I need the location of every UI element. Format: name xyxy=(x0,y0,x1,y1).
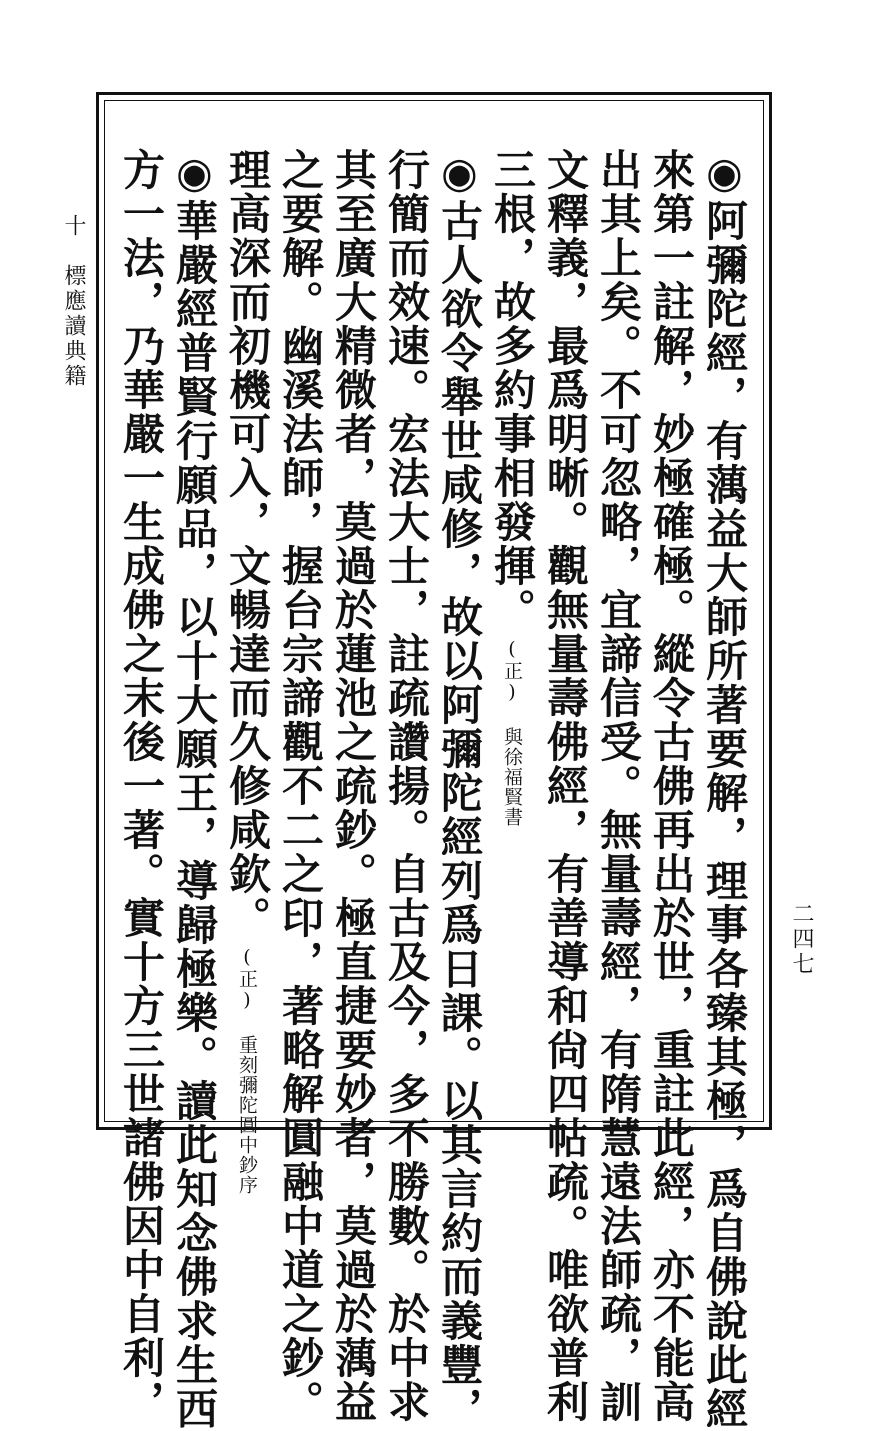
text-column-10 xyxy=(223,148,272,1195)
text-column-2 xyxy=(647,148,696,1424)
column-text: 理高深而初機可入，文暢達而久修咸欽。 xyxy=(223,148,272,940)
source-note: (正) 重刻彌陀圓中鈔序 xyxy=(236,946,258,1195)
column-text: 三根，故多約事相發揮。 xyxy=(488,148,537,632)
text-column-1 xyxy=(700,148,749,1431)
text-column-4 xyxy=(541,148,590,1424)
text-column-8 xyxy=(329,148,378,1424)
text-column-3 xyxy=(594,148,643,1424)
section-label: 十 標應讀典籍 xyxy=(61,214,86,389)
page-number: 二四七 xyxy=(789,902,814,977)
text-column-6 xyxy=(435,148,484,1431)
column-text: 來第一註解，妙極確極。縱令古佛再出於世，重註此經，亦不能高 xyxy=(647,148,696,1424)
column-text: ◉華嚴經普賢行願品，以十大願王，導歸極樂。讀此知念佛求生西 xyxy=(170,148,219,1431)
column-text: 出其上矣。不可忽略，宜諦信受。無量壽經，有隋慧遠法師疏，訓 xyxy=(594,148,643,1424)
text-column-11 xyxy=(170,148,219,1431)
column-text: 方一法，乃華嚴一生成佛之末後一著。實十方三世諸佛因中自利， xyxy=(117,148,166,1424)
column-text: ◉古人欲令舉世咸修，故以阿彌陀經列爲日課。以其言約而義豐， xyxy=(435,148,484,1431)
column-text: 文釋義，最爲明晰。觀無量壽佛經，有善導和尙四帖疏。唯欲普利 xyxy=(541,148,590,1424)
text-column-7 xyxy=(382,148,431,1424)
column-text: ◉阿彌陀經，有蕅益大師所著要解，理事各臻其極，爲自佛說此經 xyxy=(700,148,749,1431)
text-column-9 xyxy=(276,148,325,1424)
source-note: (正) 與徐福賢書 xyxy=(501,638,523,827)
text-column-5 xyxy=(488,148,537,827)
column-text: 之要解。幽溪法師，握台宗諦觀不二之印，著略解圓融中道之鈔。 xyxy=(276,148,325,1424)
text-column-12 xyxy=(117,148,166,1424)
column-text: 其至廣大精微者，莫過於蓮池之疏鈔。極直捷要妙者，莫過於蕅益 xyxy=(329,148,378,1424)
column-text: 行簡而效速。宏法大士，註疏讚揚。自古及今，多不勝數。於中求 xyxy=(382,148,431,1424)
